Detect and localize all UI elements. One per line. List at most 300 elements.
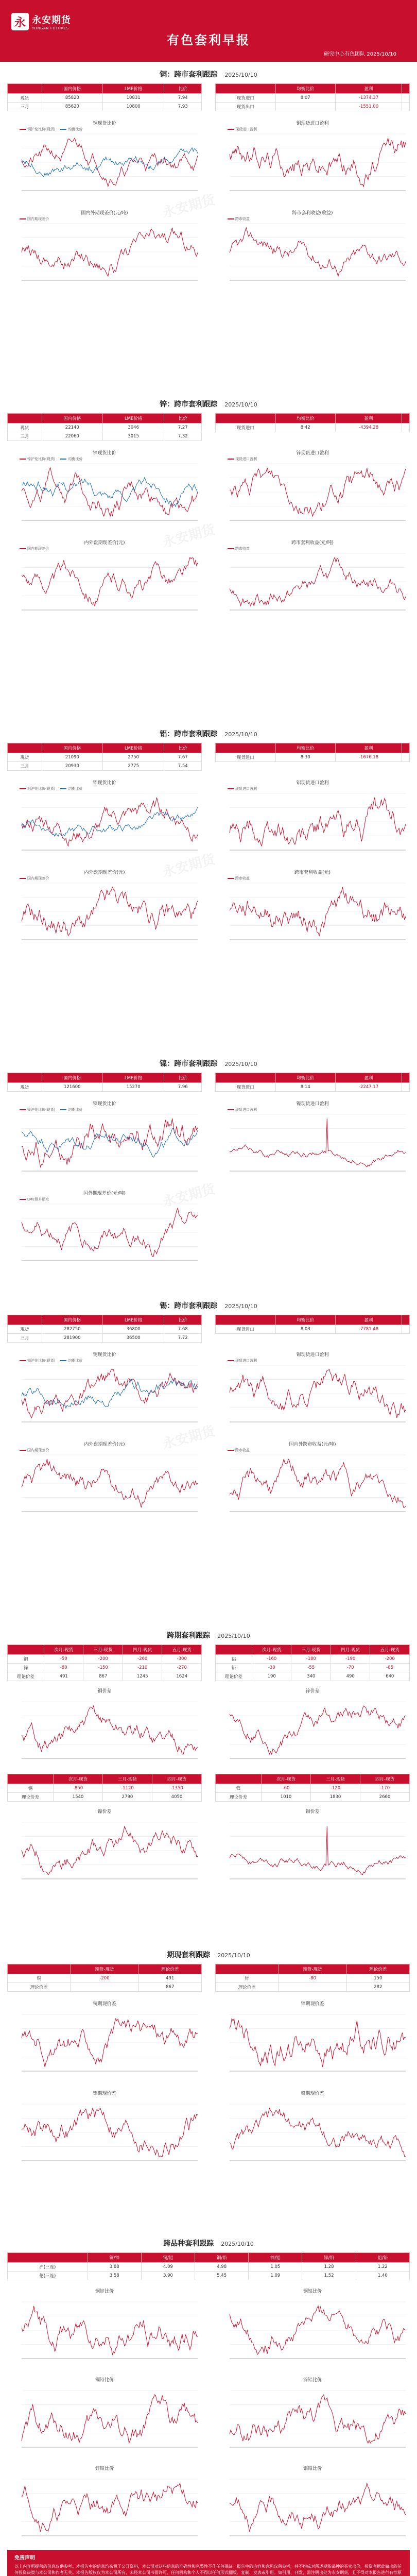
table-cell: 现货进口 [216, 1083, 276, 1092]
table-cell: 理论价差 [8, 1983, 71, 1992]
table-header-cell: LME价格 [102, 743, 164, 753]
chart-plot [215, 118, 410, 201]
table-header-cell [402, 414, 410, 423]
table-header-row [216, 1964, 410, 1974]
table-header-cell: 四月-现货 [152, 1774, 201, 1784]
cross-table-wrap [7, 2252, 410, 2280]
chart [7, 2089, 202, 2171]
table-cell: -210 [123, 1664, 162, 1672]
section-title [7, 1293, 410, 1311]
section-title [7, 1942, 410, 1960]
table-cell: 7.67 [164, 753, 202, 762]
chart-title: 跨市套利收益(元) [294, 870, 331, 875]
table-row [216, 423, 410, 432]
legend-label: 均衡比价 [68, 127, 83, 131]
table-cell: 理论价差 [216, 1983, 279, 1992]
table-header-cell: 国内价格 [42, 84, 102, 94]
chart [7, 868, 202, 950]
section-title [7, 62, 410, 79]
table-header-cell: 比价 [164, 84, 202, 94]
section-date: 2025/10/10 [224, 401, 257, 408]
table-cell [275, 103, 336, 111]
chart [7, 448, 202, 531]
table-header-cell [216, 1964, 279, 1974]
table-cell: 伦(三连) [8, 2272, 88, 2280]
table-header-cell: 国内价格 [42, 1315, 102, 1325]
table-row [8, 2272, 410, 2280]
table-cell: 三月 [8, 1334, 42, 1343]
table-cell: 2750 [102, 753, 164, 762]
chart-plot [7, 778, 202, 860]
legend-label: 国内期现差价 [27, 217, 49, 221]
chart-title: 铜现货进口盈利 [296, 121, 329, 126]
table-header-row [216, 1073, 410, 1083]
table-cell: 1245 [123, 1672, 162, 1681]
chart-plot [7, 118, 202, 201]
table-cell: 现货出口 [216, 103, 276, 111]
chart-plot [215, 1999, 410, 2081]
table-cell [402, 753, 410, 762]
table-cell: 3.58 [88, 2272, 141, 2280]
section-title [7, 2231, 410, 2248]
table-cell: 沪(三连) [8, 2263, 88, 2272]
table-cell: 490 [331, 1672, 370, 1681]
table-cell: 现货 [8, 1325, 42, 1334]
chart [215, 778, 410, 860]
chart-row [7, 2089, 410, 2171]
table-header-row [8, 1774, 202, 1784]
chart-row [7, 1439, 410, 1522]
chart-row [7, 778, 410, 860]
table-cell: 2790 [102, 1793, 152, 1802]
section-title-text: 锡：跨市套利跟踪 [160, 1302, 218, 1310]
section-title [7, 1051, 410, 1069]
chart-plot [215, 538, 410, 620]
chart-row [7, 538, 410, 620]
table-header-cell [402, 1315, 410, 1325]
table-cell: 理论价差 [216, 1793, 262, 1802]
chart-title: 镍现货进口盈利 [296, 1101, 329, 1107]
table-header-cell: 比价 [164, 1315, 202, 1325]
table-cell: -200 [370, 1655, 410, 1664]
table-cell: 锌 [8, 1664, 44, 1672]
watermark: 永安期货 [161, 851, 217, 880]
chart-spacer [215, 1189, 410, 1271]
legend-label: 跨市收益 [235, 1448, 250, 1452]
table-row [8, 2263, 410, 2272]
table-cell: 640 [370, 1672, 410, 1681]
table-header-cell: 铝/铅 [356, 2253, 409, 2263]
table-cell: 1.05 [249, 2263, 302, 2272]
table-header-cell: LME价格 [102, 84, 164, 94]
report-content [0, 62, 417, 2576]
chart [215, 1439, 410, 1522]
table-header-cell: 国内价格 [42, 414, 102, 423]
section-title-text: 跨品种套利跟踪 [163, 2240, 214, 2248]
data-table [7, 2252, 410, 2280]
table-row [8, 423, 202, 432]
watermark: 永安期货 [161, 1181, 217, 1210]
table-cell: -150 [83, 1664, 123, 1672]
chart [215, 2464, 410, 2546]
chart-plot [215, 448, 410, 531]
table-cell: 22060 [42, 432, 102, 441]
disclaimer-text: 以上内容所提供的信息仅供参考。本报告中的信息均来源于公开资料，本公司对这些信息的准确性和完整性不作任何保证。报告中的内容和意见仅供参考，并不构成对所述期货品种的买卖出价，投资者据此做出的任何投资决策与本公司和作者无关。本报告版权仅为本公司所有，未经本公司书面许可，任何机构和个人不得以任何形式翻版、复制、发表或引用。如引用、刊发，需注明出处为永安期货，且不得对本报告进行有悖原 [14, 2564, 402, 2575]
section-date: 2025/10/10 [217, 1633, 250, 1639]
chart [215, 2375, 410, 2458]
chart-row [7, 2375, 410, 2458]
section-calendar [7, 1623, 410, 1942]
table-cell: -2247.17 [336, 1083, 402, 1092]
table-row [8, 762, 202, 771]
table-row-pair [7, 1645, 410, 1681]
chart [7, 1807, 202, 1889]
data-table [215, 1645, 410, 1681]
table-right [215, 743, 410, 771]
chart-plot [215, 1439, 410, 1522]
table-cell [402, 94, 410, 103]
chart-plot [7, 2464, 202, 2546]
chart-plot [7, 1999, 202, 2081]
chart-plot [7, 1099, 202, 1181]
section-date: 2025/10/10 [221, 2241, 254, 2247]
table-cell: 2660 [360, 1793, 409, 1802]
table-cell: 3046 [102, 423, 164, 432]
table-header-cell: 锌/铝 [249, 2253, 302, 2263]
table-cell: 1.52 [302, 2272, 356, 2280]
table-header-cell [216, 1315, 276, 1325]
chart-title: 铝铅比价 [303, 2466, 322, 2471]
chart [215, 448, 410, 531]
table-row [8, 1083, 202, 1092]
table-cell: 铅 [216, 1664, 252, 1672]
table-cell: 10831 [102, 94, 164, 103]
table-right [215, 413, 410, 441]
logo-en: YONGAN FUTURES [32, 26, 69, 30]
table-row-pair [7, 1073, 410, 1092]
table-cell: 1.28 [302, 2263, 356, 2272]
chart-title: 国内外期现差价(元/吨) [81, 211, 128, 216]
chart-plot [215, 2286, 410, 2369]
chart-plot [215, 1350, 410, 1432]
table-cell: 7.72 [164, 1334, 202, 1343]
table-header-cell: LME价格 [102, 1073, 164, 1083]
table-cell: -4394.28 [336, 423, 402, 432]
section-title-text: 期现套利跟踪 [167, 1951, 211, 1959]
section-date: 2025/10/10 [224, 731, 257, 738]
table-cell: 现货 [8, 94, 42, 103]
table-row [8, 1672, 202, 1681]
table-row [216, 1793, 410, 1802]
table-cell: 22140 [42, 423, 102, 432]
chart-row [7, 1686, 410, 1769]
table-cell: 5.45 [195, 2272, 249, 2280]
chart [7, 1686, 202, 1769]
table-header-cell: 均衡比价 [275, 414, 336, 423]
table-header-cell: 国内价格 [42, 743, 102, 753]
chart-title: 锡价差 [305, 1809, 320, 1815]
chart-title: 锌期现价差 [301, 2002, 324, 2007]
table-cell: 1624 [162, 1672, 202, 1681]
chart-plot [215, 2464, 410, 2546]
table-row-pair [7, 1964, 410, 1992]
table-cell: 85820 [42, 94, 102, 103]
chart-title: 跨市套利收益(收益) [292, 211, 333, 216]
legend-label: 跨市收益 [235, 547, 250, 551]
section-ni [7, 1051, 410, 1293]
table-header-cell [216, 1645, 252, 1655]
table-cell: 8.03 [275, 1325, 336, 1334]
table-cell: -190 [331, 1655, 370, 1664]
table-header-cell [402, 84, 410, 94]
chart-plot [7, 1686, 202, 1769]
table-header-cell: 期货-现货 [71, 1964, 138, 1974]
table-header-cell: 比价 [164, 414, 202, 423]
section-title-text: 铜：跨市套利跟踪 [160, 71, 218, 79]
table-cell: 491 [44, 1672, 83, 1681]
table-header-cell [216, 1774, 262, 1784]
table-row-pair [7, 743, 410, 771]
chart [7, 1350, 202, 1432]
table-cell: 现货进口 [216, 1325, 276, 1334]
table-cell: -80 [44, 1664, 83, 1672]
data-table [215, 1964, 410, 1992]
section-title [7, 1623, 410, 1640]
chart [215, 208, 410, 291]
table-header-cell: 三月-现货 [83, 1645, 123, 1655]
chart-title: 铜锌比价 [95, 2289, 114, 2294]
legend-label: 现货进口盈利 [235, 787, 257, 791]
table-row-pair [7, 1315, 410, 1343]
watermark: 永安期货 [161, 1423, 217, 1452]
chart-plot [215, 2089, 410, 2171]
chart-plot [7, 1439, 202, 1522]
chart-plot [215, 1807, 410, 1889]
table-cell: 7.27 [164, 423, 202, 432]
table-cell: 21090 [42, 753, 102, 762]
chart-plot [7, 868, 202, 950]
chart-title: 内外盘期现差价(元) [84, 540, 125, 546]
table-cell: 现货 [8, 753, 42, 762]
chart [7, 2464, 202, 2546]
table-cell: -60 [262, 1784, 311, 1793]
section-date: 2025/10/10 [224, 72, 257, 78]
table-cell: -200 [71, 1974, 138, 1983]
chart-title: 铝现货比价 [93, 781, 116, 786]
table-row [8, 753, 202, 762]
data-table [215, 413, 410, 432]
data-table [7, 1315, 202, 1343]
chart-title: 铝现货进口盈利 [296, 781, 329, 786]
table-header-row [8, 2253, 410, 2263]
table-cell: 20930 [42, 762, 102, 771]
table-cell: 现货 [8, 423, 42, 432]
table-left [7, 1315, 202, 1343]
table-header-cell: 锌/铅 [302, 2253, 356, 2263]
table-cell [402, 103, 410, 111]
table-cell: -1374.37 [336, 94, 402, 103]
chart [215, 2286, 410, 2369]
chart-plot [215, 778, 410, 860]
table-cell: 36800 [102, 1325, 164, 1334]
chart-title: 锌铅比价 [95, 2466, 114, 2471]
table-header-cell: 五月-现货 [162, 1645, 202, 1655]
table-cell: 1830 [310, 1793, 360, 1802]
table-cell: 8.42 [275, 423, 336, 432]
table-header-cell [8, 414, 42, 423]
legend-label: 国内期现差价 [27, 876, 49, 880]
table-header-cell: 均衡比价 [275, 1315, 336, 1325]
table-header-cell [402, 743, 410, 753]
chart [215, 1350, 410, 1432]
table-right [215, 1315, 410, 1343]
chart-plot [7, 538, 202, 620]
chart-title: 锡现货进口盈利 [296, 1352, 329, 1358]
table-header-cell [8, 2253, 88, 2263]
legend-label: 跨市收益 [235, 217, 250, 221]
chart-row [7, 1099, 410, 1181]
section-title [7, 392, 410, 409]
chart [7, 1439, 202, 1522]
table-header-cell [8, 1964, 71, 1974]
table-row [216, 1983, 410, 1992]
table-row [216, 1664, 410, 1672]
table-row [216, 1672, 410, 1681]
legend-label: 现货进口盈利 [235, 1359, 257, 1363]
table-header-cell: 三月-现货 [310, 1774, 360, 1784]
chart-title: 国外期现差价(元/吨) [83, 1191, 126, 1196]
table-cell: 现货 [8, 1083, 42, 1092]
data-table [215, 1315, 410, 1334]
chart [215, 1686, 410, 1769]
section-date: 2025/10/10 [224, 1303, 257, 1310]
chart-title: 铅期现价差 [301, 2091, 324, 2096]
table-left [7, 743, 202, 771]
table-cell: 铝 [216, 1655, 252, 1664]
legend-label: 现货进口盈利 [235, 457, 257, 461]
table-header-row [216, 743, 410, 753]
data-table [7, 1645, 202, 1681]
table-row [8, 1325, 202, 1334]
table-cell: 4050 [152, 1793, 201, 1802]
table-header-cell: LME价格 [102, 1315, 164, 1325]
table-row [8, 94, 202, 103]
table-cell: 镍 [216, 1784, 262, 1793]
table-cell: -850 [54, 1784, 103, 1793]
table-cell: 282750 [42, 1325, 102, 1334]
data-table [7, 1774, 202, 1802]
table-cell: -1676.18 [336, 753, 402, 762]
table-cell: 铜 [8, 1655, 44, 1664]
chart-title: 镍价差 [97, 1809, 112, 1815]
table-header-row [8, 1964, 202, 1974]
table-cell: 282 [346, 1983, 409, 1992]
table-header-cell [216, 414, 276, 423]
data-table [7, 83, 202, 111]
chart-title: 铜铝比价 [303, 2289, 322, 2294]
table-right [215, 1073, 410, 1092]
legend-label: 均衡比价 [68, 457, 83, 461]
table-header-cell: 盈利 [336, 1073, 402, 1083]
chart-title: 锌铝比价 [303, 2378, 322, 2383]
table-header-cell: 均衡比价 [275, 1073, 336, 1083]
chart-title: 锡现货比价 [93, 1352, 116, 1358]
table-cell: -30 [252, 1664, 291, 1672]
table-cell: 10800 [102, 103, 164, 111]
table-cell: 4.98 [195, 2263, 249, 2272]
table-cell: -120 [310, 1784, 360, 1793]
table-cell: -200 [83, 1655, 123, 1664]
table-cell: 1.22 [356, 2263, 409, 2272]
table-cell: 现货进口 [216, 753, 276, 762]
chart [7, 2375, 202, 2458]
table-header-cell [8, 1073, 42, 1083]
chart-plot [7, 208, 202, 291]
data-table [215, 1774, 410, 1802]
table-row [216, 1974, 410, 1983]
table-cell: 理论价差 [8, 1793, 54, 1802]
chart [215, 1999, 410, 2081]
table-header-row [8, 1073, 202, 1083]
chart-plot [215, 1686, 410, 1769]
chart-title: 锌现货比价 [93, 451, 116, 456]
chart [215, 538, 410, 620]
table-cell: 理论价差 [8, 1672, 44, 1681]
chart-title: 锌价差 [305, 1689, 320, 1694]
table-header-cell: 四月-现货 [123, 1645, 162, 1655]
table-header-row [8, 84, 202, 94]
table-cell [402, 423, 410, 432]
table-header-cell: 四月-现货 [360, 1774, 409, 1784]
table-header-cell: 次月-现货 [54, 1774, 103, 1784]
chart-row [7, 448, 410, 531]
chart-plot [7, 1350, 202, 1432]
table-cell: 7.93 [164, 103, 202, 111]
legend-label: LME镍升贴水 [27, 1197, 49, 1201]
chart-row [7, 1350, 410, 1432]
table-header-cell [8, 1645, 44, 1655]
chart-title: 铜价差 [97, 1689, 112, 1694]
table-cell: 3.90 [141, 2272, 195, 2280]
section-title-text: 跨期套利跟踪 [167, 1632, 211, 1640]
chart-title: 铜期现价差 [93, 2002, 116, 2007]
disclaimer [7, 2550, 410, 2576]
table-header-cell [216, 1073, 276, 1083]
chart-plot [7, 2375, 202, 2458]
table-header-row [216, 1315, 410, 1325]
table-cell: 121600 [42, 1083, 102, 1092]
table-header-row [216, 1774, 410, 1784]
table-header-row [8, 743, 202, 753]
table-header-cell: 均衡比价 [275, 743, 336, 753]
legend-label: 铜沪伦比价(现货) [27, 127, 56, 131]
table-cell [402, 1083, 410, 1092]
table-cell: 8.30 [275, 753, 336, 762]
table-header-cell: 比价 [164, 1073, 202, 1083]
logo-mark: 永 [11, 13, 29, 30]
legend-label: 均衡比价 [68, 1359, 83, 1363]
table-cell: 7.96 [164, 1083, 202, 1092]
chart-title: 镍现货比价 [93, 1101, 116, 1107]
chart-plot [215, 1099, 410, 1181]
chart [215, 2089, 410, 2171]
chart [7, 1999, 202, 2081]
table-header-row [216, 414, 410, 423]
table-header-cell: 次月-现货 [44, 1645, 83, 1655]
table-header-cell: 三月-现货 [291, 1645, 331, 1655]
table-header-cell: 铜/锌 [88, 2253, 141, 2263]
table-cell: -270 [162, 1664, 202, 1672]
